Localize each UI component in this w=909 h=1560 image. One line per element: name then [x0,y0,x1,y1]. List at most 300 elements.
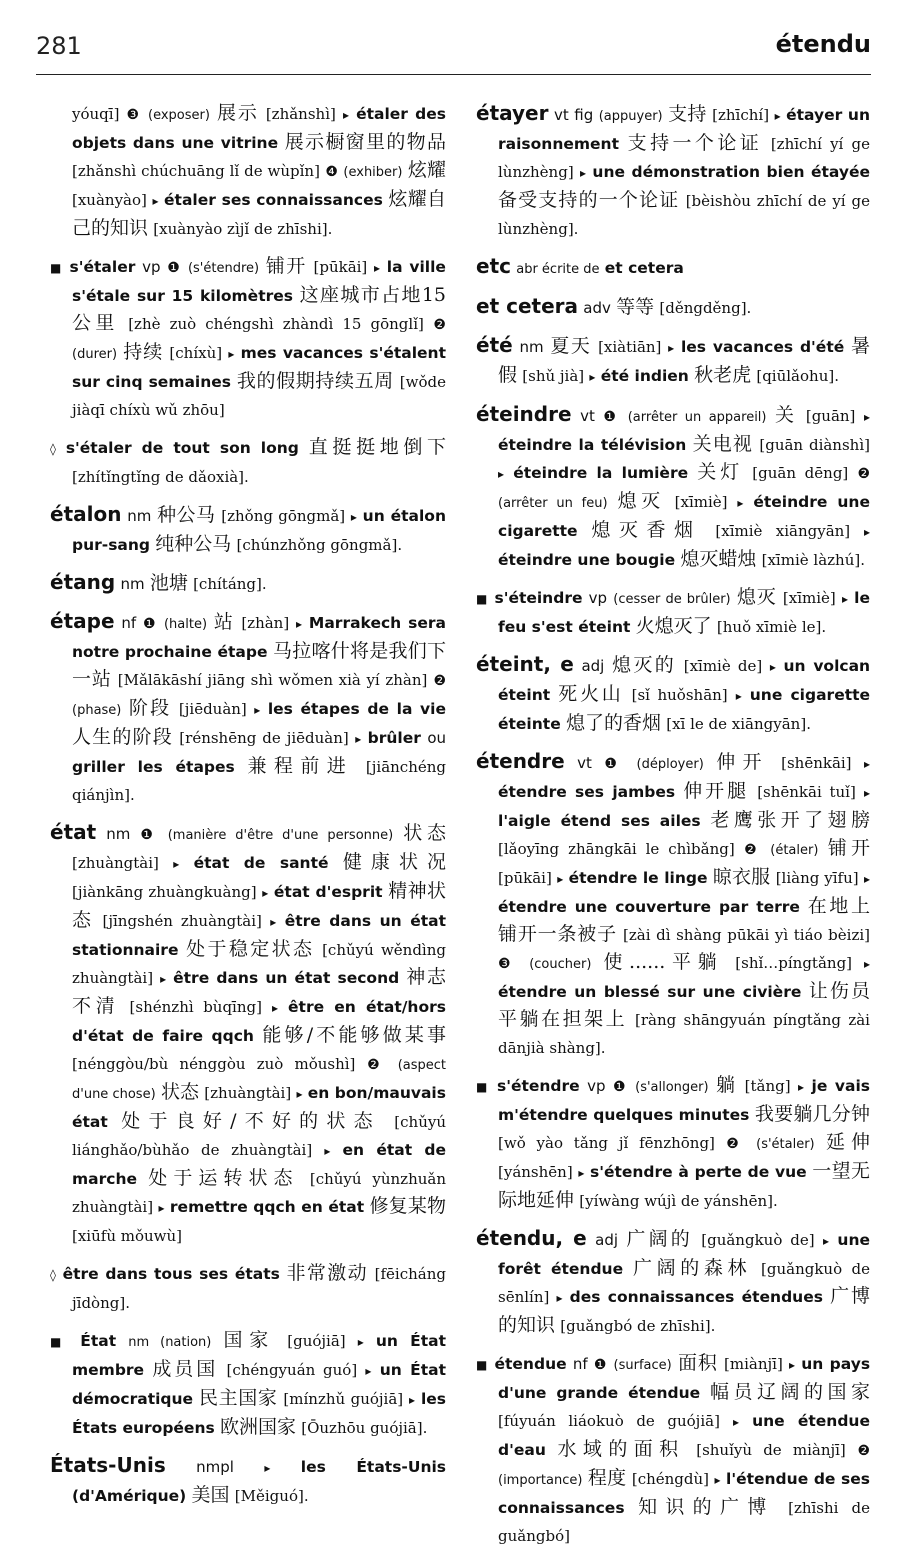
chinese: 我要躺几分钟 [754,1103,870,1125]
chinese: 在地上铺开一条被子 [498,895,870,945]
entry-et-cetera [476,293,870,322]
subentry-marker: ■ [476,1080,490,1094]
entry-etaler-continued [50,100,446,243]
chinese: 马拉喀什将是我们下一站 [72,640,446,690]
pinyin: [pūkāi] [498,869,552,887]
chinese: 神志不清 [72,966,446,1017]
chinese: 处于良好/不好的状态 [121,1110,381,1132]
pinyin: [shēnkāi tuǐ] [757,783,856,801]
chinese: 纯种公马 [155,533,232,555]
chinese: 国家 [223,1329,276,1351]
sense-gloss: (phase) [72,703,122,718]
entry-etendu [476,1225,870,1340]
pinyin: [zhuàngtài] [72,854,159,872]
chinese: 修复某物 [369,1195,446,1217]
sense-gloss: (arrêter un appareil) [627,410,767,425]
pinyin: [xiàtiān] [598,338,662,356]
example-french: en bon/mauvais état [72,1084,446,1131]
example-marker: ▸ [557,872,564,886]
example-french: un État membre [72,1332,447,1379]
example-marker: ▸ [863,957,870,971]
chinese: 我的假期持续五周 [236,370,394,392]
headword: étendue [494,1355,567,1373]
pinyin: [fēicháng jīdòng]. [72,1265,446,1312]
headword: éteindre [476,402,572,426]
example-french: être dans un état second [173,969,400,987]
pinyin: [zhuàngtài] [204,1084,292,1102]
sense-gloss: (arrêter un feu) [498,496,608,511]
example-marker: ▸ [668,341,675,355]
entry-etang [50,569,446,598]
part-of-speech: vt [553,106,569,124]
pinyin: [guān diànshì] [759,436,870,454]
cross-reference: et cetera [604,259,684,277]
chinese: 展示 [217,102,259,124]
headword: s'étaler [69,258,136,276]
example-french: le feu s'est éteint [498,589,870,636]
example-french: s'étaler de tout son long [65,439,299,457]
sense-gloss: nm (nation) [128,1335,212,1350]
example-marker: ▸ [863,525,870,539]
headword: été [476,333,513,357]
chinese: 延伸 [825,1131,870,1153]
part-of-speech: nm [120,575,145,593]
example-marker: ▸ [822,1234,830,1248]
example-marker: ▸ [578,1166,585,1180]
pinyin: [zhàn] [241,614,290,632]
example-french: les États européens [72,1390,446,1437]
pinyin: [sǐ huǒshān] [631,686,728,704]
chinese: 直挺挺地倒下 [308,436,446,458]
chinese: 兼程前进 [247,755,354,777]
example-marker: ▸ [342,108,349,122]
chinese: 支持一个论证 [627,132,763,154]
chinese: 熄灭香烟 [591,519,702,541]
pinyin: [chíxù] [169,344,223,362]
entry-eteint [476,651,870,738]
chinese: 使......平躺 [603,951,724,973]
part-of-speech: vp [588,589,608,607]
example-marker: ▸ [735,689,742,703]
pinyin: [chǔyú yùnzhuǎn zhuàngtài] [72,1170,447,1216]
sense-number: ❷ [433,673,446,689]
part-of-speech: adv [583,299,611,317]
entry-etats-unis [50,1452,446,1510]
example-french: une forêt étendue [498,1231,870,1278]
pinyin: [tǎng] [744,1077,791,1095]
chinese: 状态 [403,822,447,844]
example-french: les vacances d'été [680,338,845,356]
chinese: 熄灭 [617,490,665,512]
part-of-speech: adj [595,1231,619,1249]
example-marker: ▸ [350,510,357,524]
example-french: état d'esprit [273,883,383,901]
chinese: 让伤员平躺在担架上 [498,980,870,1030]
chinese: 阶段 [128,697,172,719]
example-french: je vais m'étendre quelques minutes [498,1077,871,1124]
sense-number: ❷ [857,466,871,482]
pinyin: [wǒ yào tǎng jǐ fēnzhōng] [498,1134,715,1152]
example-marker: ▸ [271,1001,279,1015]
pinyin: [liàng yīfu] [775,869,859,887]
pinyin: [rénshēng de jiēduàn] [179,729,349,747]
pinyin: [zhǎnshì] [265,105,336,123]
left-column [50,100,446,1520]
sense-number: ❶ [140,827,158,843]
example-french: la ville s'étale sur 15 kilomètres [72,258,446,305]
chinese: 人生的阶段 [72,726,173,748]
sense-gloss: (s'étendre) [187,261,260,276]
pinyin: [zhīchí] [712,106,770,124]
example-french: griller les étapes [72,758,235,776]
chinese: 幅员辽阔的国家 [709,1381,870,1403]
part-of-speech: nm [519,338,544,356]
example-french: étendre ses jambes [498,783,676,801]
chinese: 这座城市占地15公里 [72,284,446,334]
pinyin: yóuqī] [72,105,120,123]
example-french: état de santé [193,854,329,872]
chinese: 铺开 [827,837,870,859]
pinyin: [yánshēn] [498,1163,573,1181]
pinyin: [wǒde jiàqī chíxù wǔ zhōu] [72,373,446,419]
example-marker: ▸ [498,467,505,481]
entry-etc [476,253,870,283]
example-marker: ▸ [296,617,303,631]
pinyin: [chéngyuán guó] [226,1361,358,1379]
right-column [476,100,870,1560]
sense-gloss: (exposer) [148,108,210,123]
example-marker: ▸ [270,915,277,929]
example-marker: ▸ [365,1364,372,1378]
chinese: 广博的知识 [498,1285,870,1336]
headword: etc [476,254,511,278]
example-marker: ▸ [841,592,848,606]
part-of-speech: nmpl [196,1458,234,1476]
example-french: étaler des objets dans une vitrine [72,105,446,152]
headword: état [50,820,97,844]
example-marker: ▸ [262,886,269,900]
headword: étayer [476,101,549,125]
sense-number: ❷ [433,317,446,333]
pinyin: [pūkāi] [313,258,368,276]
pinyin: [guān dēng] [752,464,849,482]
sense-gloss: (manière d'être d'une personne) [167,828,394,843]
chinese: 炫耀 [407,159,446,181]
chinese: 伸开 [716,751,769,773]
sense-number: ❶ [612,1079,628,1095]
pinyin: [chítáng]. [193,575,267,593]
chinese: 熄灭 [736,586,777,608]
chinese: 能够/不能够做某事 [262,1024,447,1046]
example-french: étayer un raisonnement [498,106,870,153]
example-french: s'étendre à perte de vue [589,1163,807,1181]
example-marker: ▸ [228,347,235,361]
chinese: 民主国家 [198,1387,278,1409]
pinyin: [nénggòu/bù nénggòu zuò mǒushì] [72,1055,356,1073]
sense-number: ❹ [325,164,339,180]
chinese: 备受支持的一个论证 [498,189,680,211]
example-marker: ▸ [589,370,596,384]
example-french: être en état/hors d'état de faire qqch [72,998,446,1045]
headword: éteint, e [476,652,574,676]
example-marker: ▸ [173,857,180,871]
entry-etape [50,608,446,809]
example-marker: ▸ [864,872,871,886]
sense-gloss: (étaler) [770,843,819,858]
entry-etendre [476,748,870,1062]
chinese: 支持 [668,103,707,125]
chinese: 铺开 [265,255,307,277]
entry-s-etaler [50,253,446,424]
chinese: 状态 [160,1081,200,1103]
sense-number: ❶ [603,409,620,425]
sense-gloss: (appuyer) [598,109,663,124]
chinese: 面积 [677,1352,718,1374]
example-marker: ▸ [357,1335,364,1349]
chinese: 水域的面积 [557,1438,685,1460]
pinyin: [bèishòu zhīchí de yí ge lùnzhèng]. [498,192,870,238]
pinyin: [zhīshi de guǎngbó] [498,1499,870,1545]
sense-gloss: (durer) [72,347,118,362]
example-french: éteindre une bougie [498,551,676,569]
chinese: 熄灭蜡烛 [680,548,757,570]
sense-gloss: (cesser de brûler) [613,592,731,607]
sense-gloss: (exhiber) [343,165,403,180]
pinyin: [jiānchéng qiánjìn]. [72,758,446,804]
entry-etayer [476,100,870,243]
pinyin: [guǎngbó de zhīshi]. [560,1317,716,1335]
headword: États-Unis [50,1453,166,1477]
pinyin: [guǎngkuò de sēnlín] [498,1260,870,1306]
sense-gloss: abr écrite de [516,262,600,277]
example-marker: ▸ [409,1393,416,1407]
pinyin: [jiànkāng zhuàngkuàng] [72,883,257,901]
sense-number: ❷ [367,1057,387,1073]
chinese: 美国 [191,1484,230,1506]
pinyin: [huǒ xīmiè le]. [716,618,827,636]
chinese: 欧洲国家 [219,1416,296,1438]
pinyin: [zài dì shàng pūkāi yì tiáo bèizi] [623,926,870,944]
pinyin: [guǎngkuò de] [701,1231,815,1249]
pinyin: [fúyuán liáokuò de guójiā] [498,1412,720,1430]
pinyin: [guān] [805,407,856,425]
example-french: être dans tous ses états [62,1265,280,1283]
chinese: 展示橱窗里的物品 [284,131,446,153]
pinyin: [zhǒng gōngmǎ] [221,507,346,525]
pinyin: [miànjī] [724,1355,783,1373]
example-marker: ▸ [863,410,870,424]
sense-number: ❶ [604,756,625,772]
sense-number: ❸ [126,107,141,123]
pinyin: [yíwàng wújì de yánshēn]. [579,1192,778,1210]
example-marker: ▸ [769,660,776,674]
idiom-etat [50,1260,446,1317]
chinese: 关灯 [697,461,744,483]
chinese: 健康状况 [342,851,446,873]
chinese: 池塘 [149,572,188,594]
chinese: 处于稳定状态 [186,938,315,960]
pinyin: [xuànyào zìjǐ de zhīshi]. [153,220,333,238]
example-french: être dans un état stationnaire [72,912,446,959]
idiom-marker: ◊ [50,1268,56,1282]
chinese: 站 [213,611,235,633]
example-french: une démonstration bien étayée [592,163,871,181]
chinese: 处于运转状态 [148,1167,299,1189]
pinyin: [xiūfù mǒuwù] [72,1227,183,1245]
chinese: 躺 [716,1074,738,1096]
example-marker: ▸ [798,1080,805,1094]
example-french: étendre le linge [568,869,708,887]
subentry-marker: ■ [476,592,489,606]
pinyin: [děngděng]. [659,299,752,317]
page-header [36,26,871,75]
example-french: Marrakech sera notre prochaine étape [72,614,447,661]
example-french: étaler ses connaissances [164,191,383,209]
idiom-marker: ◊ [50,442,56,456]
chinese: 伸开腿 [683,780,750,802]
chinese: 死火山 [558,683,624,705]
example-french: un volcan éteint [498,657,871,704]
guide-word: étendu [775,30,871,58]
example-french: une cigarette éteinte [498,686,871,733]
example-marker: ▸ [158,1201,165,1215]
example-french: des connaissances étendues [569,1288,823,1306]
chinese: 关电视 [692,433,753,455]
example-french: étendre une couverture par terre [498,898,800,916]
sense-gloss: (s'étaler) [756,1137,815,1152]
entry-etat-nation [50,1327,446,1442]
example-marker: ▸ [737,496,744,510]
entry-ete [476,332,870,391]
chinese: 程度 [587,1467,627,1489]
part-of-speech: vt [580,407,595,425]
example-french: un État démocratique [72,1361,446,1408]
entry-s-eteindre [476,584,870,641]
chinese: 非常激动 [286,1262,368,1284]
pinyin: [qiūlǎohu]. [756,367,839,385]
chinese: 广阔的森林 [632,1257,752,1279]
example-marker: ▸ [160,972,167,986]
subentry-marker: ■ [476,1358,489,1372]
chinese: 熄了的香烟 [565,712,661,734]
sense-number: ❷ [744,842,761,858]
example-marker: ▸ [324,1144,331,1158]
pinyin: [xīmiè làzhú]. [761,551,865,569]
example-french: remettre qqch en état [169,1198,365,1216]
chinese: 暑假 [498,335,871,386]
chinese: 种公马 [157,504,216,526]
entry-etendue [476,1350,870,1550]
pinyin: [Mǎlākāshí jiāng shì wǒmen xià yí zhàn] [117,671,428,689]
chinese: 成员国 [152,1358,219,1380]
example-marker: ▸ [774,109,781,123]
example-french: en état de marche [72,1141,446,1188]
example-marker: ▸ [732,1415,740,1429]
part-of-speech: nm [127,507,152,525]
entry-etat [50,819,446,1250]
example-marker: ▸ [152,194,159,208]
headword: étape [50,609,115,633]
headword: s'étendre [496,1077,580,1095]
chinese: 关 [775,404,798,426]
pinyin: [zhítǐngtǐng de dǎoxià]. [72,468,249,486]
pinyin: [guójiā] [287,1332,346,1350]
part-of-speech: vp [587,1077,606,1095]
sense-number: ❶ [593,1357,608,1373]
example-french: une étendue d'eau [498,1412,870,1459]
part-of-speech: nf [121,614,137,632]
pinyin: [Měiguó]. [234,1487,309,1505]
pinyin: [xīmiè] [782,589,836,607]
chinese: 精神状态 [72,880,446,931]
connector: ou [427,729,446,747]
headword: étendre [476,749,565,773]
pinyin: [ràng shāngyuán píngtǎng zài dānjià shàng]. [498,1011,870,1057]
pinyin: [zhīchí yí ge lùnzhèng] [498,135,871,181]
chinese: 秋老虎 [694,364,752,386]
sense-gloss: (s'allonger) [635,1080,709,1095]
example-marker: ▸ [580,166,587,180]
pinyin: [xīmiè xiāngyān] [715,522,851,540]
example-french: brûler [367,729,421,747]
sense-number: ❸ [498,956,518,972]
pinyin: [lǎoyīng zhāngkāi le chìbǎng] [498,840,735,858]
usage-label: fig [574,106,594,124]
sense-number: ❶ [143,616,158,632]
sense-gloss: (halte) [163,617,208,632]
pinyin: [chúnzhǒng gōngmǎ]. [236,536,403,554]
headword: étang [50,570,116,594]
pinyin: [shǔ jià] [522,367,585,385]
example-french: éteindre la télévision [498,436,687,454]
sense-gloss: (importance) [498,1473,583,1488]
pinyin: [xīmiè de] [683,657,763,675]
example-marker: ▸ [863,786,870,800]
example-french: l'aigle étend ses ailes [498,812,701,830]
example-marker: ▸ [296,1087,303,1101]
example-french: mes vacances s'étalent sur cinq semaines [72,344,446,391]
pinyin: [zhǎnshì chúchuāng lǐ de wùpǐn] [72,162,320,180]
pinyin: [chǔyú wěndìng zhuàngtài] [72,941,446,987]
chinese: 火熄灭了 [635,615,712,637]
sense-gloss: (surface) [613,1358,672,1373]
example-french: les étapes de la vie [267,700,446,718]
pinyin: [chéngdù] [631,1470,710,1488]
pinyin: [xuànyào] [72,191,147,209]
pinyin: [shǐ…píngtǎng] [735,954,853,972]
example-marker: ▸ [374,261,381,275]
pinyin: [shēnkāi] [781,754,852,772]
pinyin: [zhè zuò chéngshì zhàndì 15 gōnglǐ] [128,315,424,333]
part-of-speech: vt [577,754,592,772]
pinyin: [jiēduàn] [178,700,247,718]
entry-eteindre [476,401,870,574]
idiom-s-etaler [50,434,446,491]
sense-gloss: (coucher) [529,957,592,972]
example-french: un pays d'une grande étendue [498,1355,871,1402]
headword: étendu, e [476,1226,587,1250]
pinyin: [jīngshén zhuàngtài] [102,912,262,930]
example-marker: ▸ [864,757,871,771]
chinese: 晾衣服 [712,866,771,888]
sense-number: ❷ [726,1136,745,1152]
chinese: 老鹰张开了翅膀 [710,809,870,831]
headword: et cetera [476,294,578,318]
sense-gloss: (aspect d'une chose) [72,1058,446,1102]
page-number: 281 [36,32,82,60]
example-french: été indien [600,367,689,385]
chinese: 持续 [123,341,164,363]
